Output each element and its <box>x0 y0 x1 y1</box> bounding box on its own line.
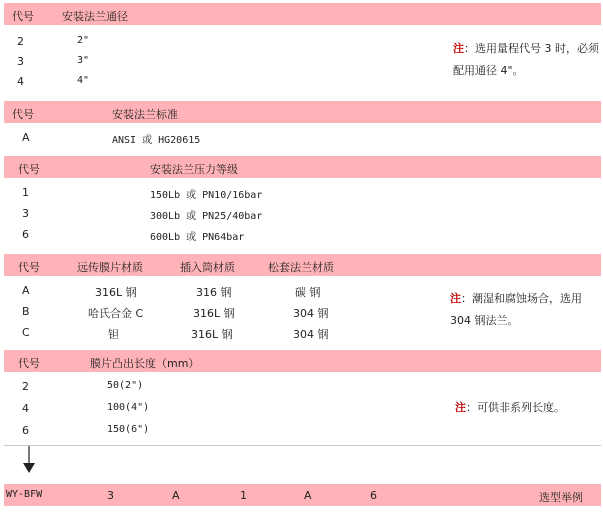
section5-header-title: 膜片凸出长度（mm） <box>90 357 200 370</box>
section3-row1-code: 1 <box>22 186 29 199</box>
example-model: WY-BFW <box>6 489 43 500</box>
section4-header-code: 代号 <box>18 261 40 274</box>
section3-header-title: 安装法兰压力等级 <box>150 163 238 176</box>
section4-header-flange: 松套法兰材质 <box>268 261 334 274</box>
section4-row1-flange: 碳 钢 <box>295 286 321 299</box>
section4-row1-insert: 316 钢 <box>196 286 232 299</box>
section5-row2-code: 4 <box>22 402 29 415</box>
section5-row3-value: 150(6") <box>107 424 150 435</box>
example-row <box>4 484 601 506</box>
section4-note-mark: 注 <box>450 292 461 305</box>
section4-row1-membrane: 316L 钢 <box>95 286 137 299</box>
section3-row1-value: 150Lb 或 PN10/16bar <box>150 190 263 201</box>
section5-note-mark: 注 <box>455 401 466 414</box>
section1-row3-value: 4" <box>77 75 90 86</box>
section4-row1-code: A <box>22 284 30 297</box>
section4-note <box>450 288 600 332</box>
section5-row1-value: 50(2") <box>107 380 144 391</box>
section5-note <box>455 397 603 419</box>
section4-row2-insert: 316L 钢 <box>193 307 235 320</box>
example-label: 选型举例 <box>539 491 583 504</box>
section4-row2-code: B <box>22 305 30 318</box>
section1-header-title: 安装法兰通径 <box>62 10 128 23</box>
section2-row1-code: A <box>22 131 30 144</box>
section1-note-text: ：选用量程代号 3 时，必须配用通径 4"。 <box>453 42 599 77</box>
section1-row2-code: 3 <box>17 55 24 68</box>
section3-row3-value: 600Lb 或 PN64bar <box>150 232 245 243</box>
section5-row1-code: 2 <box>22 380 29 393</box>
section5-row3-code: 6 <box>22 424 29 437</box>
section2-row1-value: ANSI 或 HG20615 <box>112 135 201 146</box>
section3-header <box>4 156 601 178</box>
section4-row2-membrane: 哈氏合金 C <box>88 307 144 320</box>
section1-note-mark: 注 <box>453 42 464 55</box>
section5-row2-value: 100(4") <box>107 402 150 413</box>
section1-header-code: 代号 <box>12 10 34 23</box>
section4-row3-insert: 316L 钢 <box>191 328 233 341</box>
section4-header-membrane: 远传膜片材质 <box>77 261 143 274</box>
section3-row2-value: 300Lb 或 PN25/40bar <box>150 211 263 222</box>
section3-header-code: 代号 <box>18 163 40 176</box>
section4-row3-flange: 304 钢 <box>293 328 329 341</box>
section4-row2-flange: 304 钢 <box>293 307 329 320</box>
section2-header-title: 安装法兰标准 <box>112 108 178 121</box>
section1-row3-code: 4 <box>17 75 24 88</box>
section5-header-code: 代号 <box>18 357 40 370</box>
section3-row3-code: 6 <box>22 228 29 241</box>
section2-header <box>4 101 601 123</box>
example-code-4: A <box>304 489 312 502</box>
example-code-2: A <box>172 489 180 502</box>
section4-note-text: ：潮湿和腐蚀场合，选用 304 钢法兰。 <box>450 292 582 327</box>
section1-row2-value: 3" <box>77 55 90 66</box>
section3-row2-code: 3 <box>22 207 29 220</box>
example-code-5: 6 <box>370 489 377 502</box>
section2-header-code: 代号 <box>12 108 34 121</box>
section1-note <box>453 38 603 82</box>
section5-note-text: ：可供非系列长度。 <box>466 401 565 414</box>
section1-row1-value: 2" <box>77 35 90 46</box>
section4-row3-membrane: 钽 <box>108 328 119 341</box>
section4-row3-code: C <box>22 326 30 339</box>
divider-line <box>4 445 601 446</box>
arrow-down-icon <box>22 446 36 474</box>
section1-row1-code: 2 <box>17 35 24 48</box>
example-code-1: 3 <box>107 489 114 502</box>
section4-header-insert: 插入筒材质 <box>180 261 235 274</box>
example-code-3: 1 <box>240 489 247 502</box>
